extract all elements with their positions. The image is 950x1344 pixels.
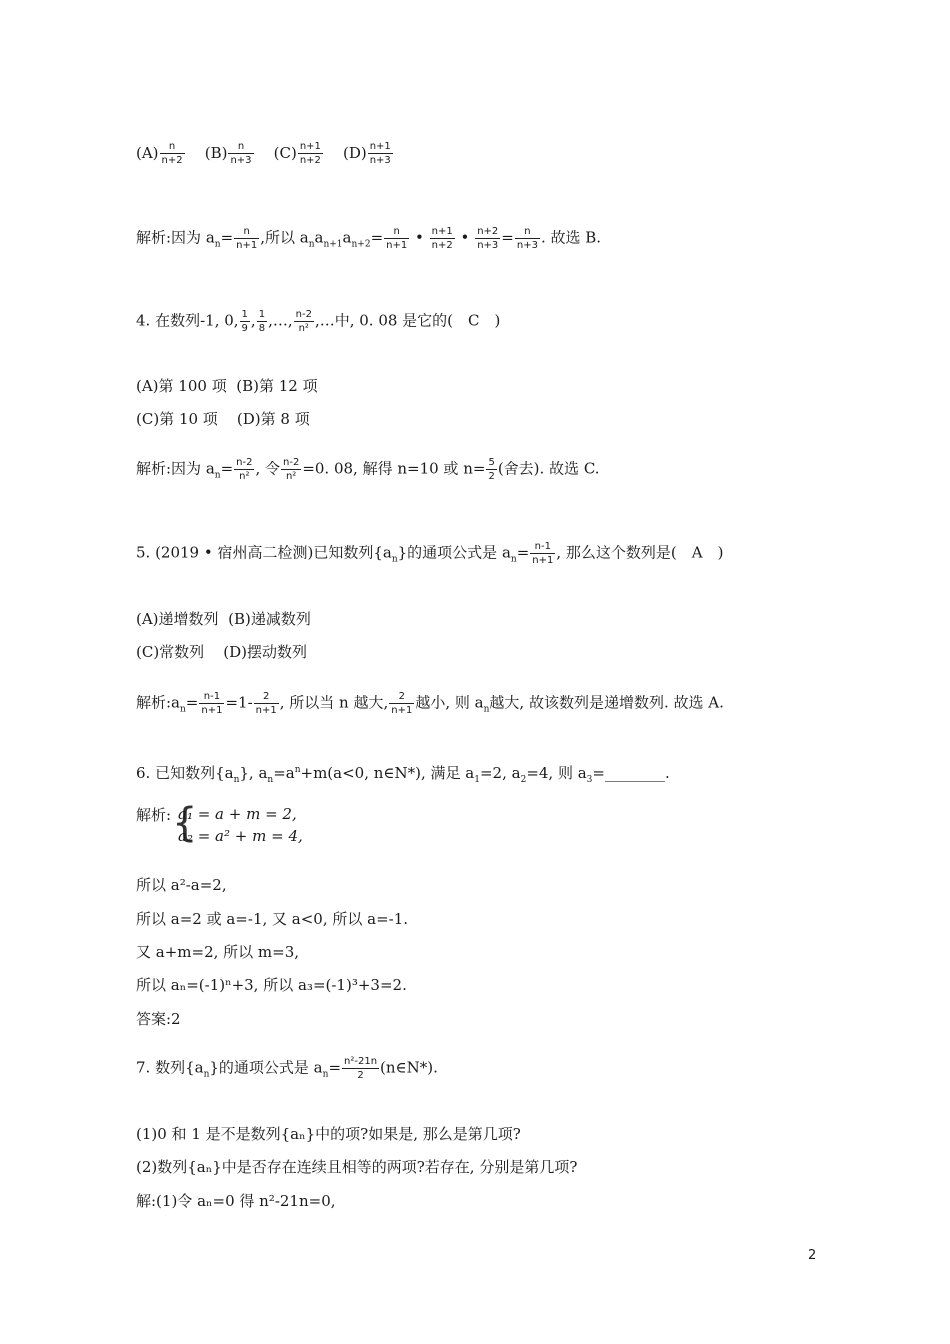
q4-options-row1: (A)第 100 项 (B)第 12 项 <box>136 377 318 395</box>
q6-stem: 6. 已知数列$\{a_n\}$, $a_n=a^n+m(a<0$, n∈N*), 满足 $a_1=2$, $a_2=4$, 则 $a_3=\_\_\_\_\_\_\_\_$. <box>136 764 670 785</box>
brace-icon: { <box>172 800 198 846</box>
q4-options-row2: (C)第 10 项 (D)第 8 项 <box>136 410 310 428</box>
q6-solution-label: 解析: <box>136 806 172 824</box>
option-b: (B) $\frac{n}{n+3}$ <box>204 141 252 166</box>
q7-solution: 解:(1)令 aₙ=0 得 n²-21n=0, <box>136 1192 336 1210</box>
equation-system <box>178 803 303 847</box>
q5-solution: 解析$:a_n=$ $\frac{n-1}{n+1}$ =1- $\frac{2}{n+1}$ , 所以当 n 越大, $\frac{2}{n+1}$ 越小, 则 $a_n$越大, 故该数列是递增数列. 故选 A. <box>136 691 724 716</box>
q6-line-3: 又 a+m=2, 所以 m=3, <box>136 943 300 961</box>
page-number: 2 <box>808 1248 817 1263</box>
q6-line-4: 所以 aₙ=(-1)ⁿ+3, 所以 a₃=(-1)³+3=2. <box>136 976 407 994</box>
q5-stem: 5. (2019 • 宿州高二检测)已知数列$\{a_n\}$的通项公式是 $a_n=$ $\frac{n-1}{n+1}$ , 那么这个数列是( A ) <box>136 541 724 566</box>
q3-solution: 解析:因为 $a_n=$ $\frac{n}{n+1}$ ,所以 $a_na_{n+1}a_{n+2}=$ $\frac{n}{n+1}$ • $\frac{n+1}{n+2}$ • $\frac{n+2}{n+3}$ = $\frac{n}{n+3}$ . 故选 B. <box>136 226 602 251</box>
equation-1: a₁ = a + m = 2, <box>178 805 297 823</box>
q5-options-row2: (C)常数列 (D)摆动数列 <box>136 643 307 661</box>
q7-part-1: (1)0 和 1 是不是数列{aₙ}中的项?如果是, 那么是第几项? <box>136 1125 521 1143</box>
q4-solution: 解析:因为 $a_n=$ $\frac{n-2}{\text{n²}}$ , 令 $\frac{n-2}{\text{n²}}$ =0. 08, 解得 n=10 或 n= $\frac{5}{2}$ (舍去). 故选 C. <box>136 457 600 482</box>
q6-answer: 答案:2 <box>136 1010 181 1028</box>
option-a: (A) $\frac{n}{n+2}$ <box>136 141 183 166</box>
option-d: (D) $\frac{n+1}{n+3}$ <box>342 141 391 166</box>
q7-stem: 7. 数列$\{a_n\}$的通项公式是 $a_n=$ $\frac{\text{n²-21n}}{2}$ (n∈N*). <box>136 1056 438 1081</box>
q6-line-2: 所以 a=2 或 a=-1, 又 a<0, 所以 a=-1. <box>136 910 409 928</box>
q3-options <box>136 140 394 167</box>
option-c: (C) $\frac{n+1}{n+2}$ <box>273 141 321 166</box>
equation-2: a₂ = a² + m = 4, <box>178 827 303 845</box>
q4-stem: 4. 在数列-1, 0, $\frac{1}{9}$ , $\frac{1}{8}$ ,…, $\frac{n-2}{\text{n²}}$ ,…中, 0. 08 是它的( C ) <box>136 309 501 334</box>
q5-options-row1: (A)递增数列 (B)递减数列 <box>136 610 311 628</box>
q6-line-1: 所以 a²-a=2, <box>136 876 227 894</box>
q7-part-2: (2)数列{aₙ}中是否存在连续且相等的两项?若存在, 分别是第几项? <box>136 1158 578 1176</box>
